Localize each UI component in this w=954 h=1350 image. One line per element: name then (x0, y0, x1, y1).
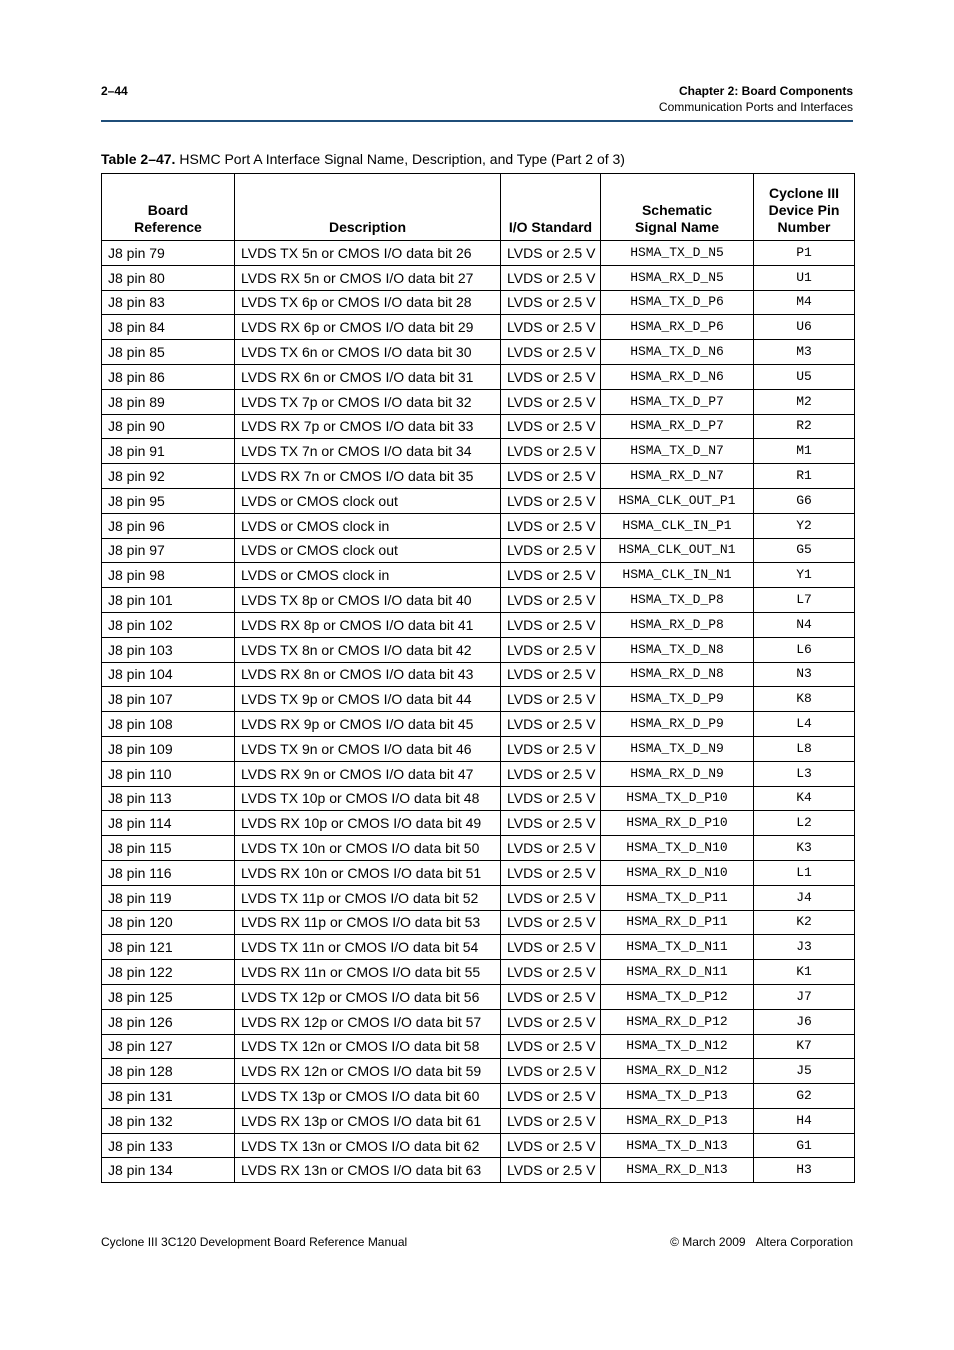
cell-description: LVDS RX 10n or CMOS I/O data bit 51 (235, 860, 501, 885)
cell-board-reference: J8 pin 108 (102, 712, 235, 737)
cell-board-reference: J8 pin 85 (102, 340, 235, 365)
cell-description: LVDS RX 8p or CMOS I/O data bit 41 (235, 612, 501, 637)
cell-io-standard: LVDS or 2.5 V (501, 389, 601, 414)
table-row (102, 513, 855, 538)
signal-table (101, 173, 855, 1183)
cell-device-pin: K1 (754, 960, 855, 985)
cell-signal-name: HSMA_RX_D_N12 (601, 1059, 754, 1084)
cell-description: LVDS RX 13p or CMOS I/O data bit 61 (235, 1108, 501, 1133)
cell-board-reference: J8 pin 110 (102, 761, 235, 786)
cell-io-standard: LVDS or 2.5 V (501, 836, 601, 861)
cell-description: LVDS or CMOS clock out (235, 488, 501, 513)
cell-description: LVDS TX 5n or CMOS I/O data bit 26 (235, 241, 501, 266)
chapter-title: Chapter 2: Board Components (678, 84, 853, 98)
cell-description: LVDS RX 9n or CMOS I/O data bit 47 (235, 761, 501, 786)
cell-io-standard: LVDS or 2.5 V (501, 290, 601, 315)
table-body (102, 241, 855, 1183)
cell-device-pin: L4 (754, 712, 855, 737)
table-row (102, 1108, 855, 1133)
header-line: I/O Standard (508, 219, 593, 235)
cell-io-standard: LVDS or 2.5 V (501, 1108, 601, 1133)
cell-board-reference: J8 pin 132 (102, 1108, 235, 1133)
cell-board-reference: J8 pin 109 (102, 736, 235, 761)
page-number: 2–44 (101, 84, 128, 98)
table-row (102, 984, 855, 1009)
cell-io-standard: LVDS or 2.5 V (501, 1009, 601, 1034)
cell-description: LVDS or CMOS clock in (235, 513, 501, 538)
table-row (102, 687, 855, 712)
cell-device-pin: G6 (754, 488, 855, 513)
cell-board-reference: J8 pin 104 (102, 662, 235, 687)
cell-device-pin: L7 (754, 588, 855, 613)
cell-signal-name: HSMA_RX_D_N6 (601, 364, 754, 389)
table-row (102, 1059, 855, 1084)
table-row (102, 588, 855, 613)
cell-description: LVDS RX 8n or CMOS I/O data bit 43 (235, 662, 501, 687)
cell-signal-name: HSMA_TX_D_N12 (601, 1034, 754, 1059)
cell-io-standard: LVDS or 2.5 V (501, 488, 601, 513)
cell-device-pin: K7 (754, 1034, 855, 1059)
cell-board-reference: J8 pin 97 (102, 538, 235, 563)
table-row (102, 960, 855, 985)
cell-description: LVDS RX 12n or CMOS I/O data bit 59 (235, 1059, 501, 1084)
footer-manual-title: Cyclone III 3C120 Development Board Reference Manual (101, 1235, 408, 1249)
cell-board-reference: J8 pin 115 (102, 836, 235, 861)
cell-description: LVDS RX 6p or CMOS I/O data bit 29 (235, 315, 501, 340)
table-row (102, 786, 855, 811)
cell-device-pin: L8 (754, 736, 855, 761)
cell-device-pin: Y2 (754, 513, 855, 538)
cell-io-standard: LVDS or 2.5 V (501, 1084, 601, 1109)
cell-board-reference: J8 pin 80 (102, 265, 235, 290)
table-row (102, 885, 855, 910)
cell-board-reference: J8 pin 98 (102, 563, 235, 588)
cell-signal-name: HSMA_CLK_IN_N1 (601, 563, 754, 588)
cell-board-reference: J8 pin 127 (102, 1034, 235, 1059)
page-header (101, 84, 853, 122)
cell-board-reference: J8 pin 92 (102, 464, 235, 489)
cell-device-pin: U1 (754, 265, 855, 290)
header-io-standard (501, 174, 601, 241)
cell-description: LVDS TX 11n or CMOS I/O data bit 54 (235, 935, 501, 960)
cell-board-reference: J8 pin 134 (102, 1158, 235, 1183)
table-row (102, 736, 855, 761)
header-line: Signal Name (634, 219, 720, 235)
cell-description: LVDS TX 12p or CMOS I/O data bit 56 (235, 984, 501, 1009)
cell-signal-name: HSMA_TX_D_N9 (601, 736, 754, 761)
cell-io-standard: LVDS or 2.5 V (501, 612, 601, 637)
cell-signal-name: HSMA_TX_D_N7 (601, 439, 754, 464)
cell-description: LVDS TX 9n or CMOS I/O data bit 46 (235, 736, 501, 761)
table-row (102, 364, 855, 389)
cell-io-standard: LVDS or 2.5 V (501, 662, 601, 687)
cell-board-reference: J8 pin 133 (102, 1133, 235, 1158)
cell-io-standard: LVDS or 2.5 V (501, 860, 601, 885)
cell-board-reference: J8 pin 83 (102, 290, 235, 315)
cell-io-standard: LVDS or 2.5 V (501, 538, 601, 563)
cell-description: LVDS TX 10n or CMOS I/O data bit 50 (235, 836, 501, 861)
table-row (102, 935, 855, 960)
cell-io-standard: LVDS or 2.5 V (501, 935, 601, 960)
cell-signal-name: HSMA_TX_D_N8 (601, 637, 754, 662)
header-line: Number (777, 219, 831, 235)
cell-board-reference: J8 pin 84 (102, 315, 235, 340)
cell-io-standard: LVDS or 2.5 V (501, 960, 601, 985)
cell-signal-name: HSMA_RX_D_N13 (601, 1158, 754, 1183)
cell-description: LVDS RX 9p or CMOS I/O data bit 45 (235, 712, 501, 737)
table-caption (101, 151, 625, 167)
cell-device-pin: L1 (754, 860, 855, 885)
cell-description: LVDS RX 12p or CMOS I/O data bit 57 (235, 1009, 501, 1034)
table-row (102, 637, 855, 662)
cell-description: LVDS TX 11p or CMOS I/O data bit 52 (235, 885, 501, 910)
cell-board-reference: J8 pin 91 (102, 439, 235, 464)
cell-signal-name: HSMA_RX_D_P13 (601, 1108, 754, 1133)
cell-io-standard: LVDS or 2.5 V (501, 1158, 601, 1183)
cell-io-standard: LVDS or 2.5 V (501, 637, 601, 662)
cell-io-standard: LVDS or 2.5 V (501, 910, 601, 935)
cell-board-reference: J8 pin 113 (102, 786, 235, 811)
table-row (102, 712, 855, 737)
table-row (102, 340, 855, 365)
cell-board-reference: J8 pin 131 (102, 1084, 235, 1109)
cell-io-standard: LVDS or 2.5 V (501, 241, 601, 266)
table-row (102, 761, 855, 786)
cell-signal-name: HSMA_RX_D_P10 (601, 811, 754, 836)
cell-description: LVDS RX 5n or CMOS I/O data bit 27 (235, 265, 501, 290)
cell-device-pin: M2 (754, 389, 855, 414)
cell-signal-name: HSMA_RX_D_P12 (601, 1009, 754, 1034)
cell-signal-name: HSMA_TX_D_N11 (601, 935, 754, 960)
footer-date: © March 2009 (670, 1235, 746, 1249)
cell-io-standard: LVDS or 2.5 V (501, 687, 601, 712)
cell-device-pin: J5 (754, 1059, 855, 1084)
cell-signal-name: HSMA_RX_D_N11 (601, 960, 754, 985)
cell-signal-name: HSMA_RX_D_P9 (601, 712, 754, 737)
table-row (102, 860, 855, 885)
cell-device-pin: N3 (754, 662, 855, 687)
header-signal-name (601, 174, 754, 241)
cell-device-pin: J4 (754, 885, 855, 910)
cell-io-standard: LVDS or 2.5 V (501, 364, 601, 389)
cell-device-pin: R1 (754, 464, 855, 489)
cell-signal-name: HSMA_TX_D_N6 (601, 340, 754, 365)
cell-description: LVDS TX 12n or CMOS I/O data bit 58 (235, 1034, 501, 1059)
cell-io-standard: LVDS or 2.5 V (501, 563, 601, 588)
cell-board-reference: J8 pin 122 (102, 960, 235, 985)
table-row (102, 241, 855, 266)
cell-device-pin: M1 (754, 439, 855, 464)
table-row (102, 1158, 855, 1183)
cell-board-reference: J8 pin 89 (102, 389, 235, 414)
cell-device-pin: K8 (754, 687, 855, 712)
cell-signal-name: HSMA_TX_D_P11 (601, 885, 754, 910)
cell-description: LVDS TX 7n or CMOS I/O data bit 34 (235, 439, 501, 464)
footer-company: Altera Corporation (755, 1235, 853, 1249)
cell-device-pin: H4 (754, 1108, 855, 1133)
table-row (102, 439, 855, 464)
cell-description: LVDS or CMOS clock out (235, 538, 501, 563)
cell-description: LVDS TX 8n or CMOS I/O data bit 42 (235, 637, 501, 662)
cell-io-standard: LVDS or 2.5 V (501, 265, 601, 290)
cell-board-reference: J8 pin 86 (102, 364, 235, 389)
cell-board-reference: J8 pin 107 (102, 687, 235, 712)
cell-signal-name: HSMA_TX_D_P13 (601, 1084, 754, 1109)
cell-signal-name: HSMA_TX_D_P10 (601, 786, 754, 811)
cell-description: LVDS TX 13n or CMOS I/O data bit 62 (235, 1133, 501, 1158)
cell-device-pin: M3 (754, 340, 855, 365)
cell-device-pin: K2 (754, 910, 855, 935)
table-row (102, 1133, 855, 1158)
table-row (102, 811, 855, 836)
table-row (102, 910, 855, 935)
cell-description: LVDS or CMOS clock in (235, 563, 501, 588)
cell-board-reference: J8 pin 128 (102, 1059, 235, 1084)
table-row (102, 662, 855, 687)
cell-device-pin: J7 (754, 984, 855, 1009)
cell-description: LVDS TX 10p or CMOS I/O data bit 48 (235, 786, 501, 811)
cell-board-reference: J8 pin 121 (102, 935, 235, 960)
cell-description: LVDS TX 7p or CMOS I/O data bit 32 (235, 389, 501, 414)
cell-description: LVDS RX 6n or CMOS I/O data bit 31 (235, 364, 501, 389)
header-line: Device Pin (768, 202, 840, 218)
cell-signal-name: HSMA_TX_D_P8 (601, 588, 754, 613)
cell-device-pin: U6 (754, 315, 855, 340)
table-row (102, 414, 855, 439)
cell-device-pin: G5 (754, 538, 855, 563)
cell-signal-name: HSMA_TX_D_P6 (601, 290, 754, 315)
cell-device-pin: M4 (754, 290, 855, 315)
cell-signal-name: HSMA_RX_D_N7 (601, 464, 754, 489)
cell-board-reference: J8 pin 120 (102, 910, 235, 935)
table-row (102, 1009, 855, 1034)
table-row (102, 290, 855, 315)
table-header-row (102, 174, 855, 241)
cell-signal-name: HSMA_TX_D_N5 (601, 241, 754, 266)
header-device-pin (754, 174, 855, 241)
table-row (102, 265, 855, 290)
cell-board-reference: J8 pin 90 (102, 414, 235, 439)
cell-board-reference: J8 pin 96 (102, 513, 235, 538)
cell-description: LVDS RX 7p or CMOS I/O data bit 33 (235, 414, 501, 439)
cell-device-pin: U5 (754, 364, 855, 389)
cell-board-reference: J8 pin 126 (102, 1009, 235, 1034)
table-row (102, 612, 855, 637)
cell-io-standard: LVDS or 2.5 V (501, 761, 601, 786)
cell-device-pin: J3 (754, 935, 855, 960)
cell-io-standard: LVDS or 2.5 V (501, 786, 601, 811)
cell-io-standard: LVDS or 2.5 V (501, 984, 601, 1009)
table-caption-label: Table 2–47. (101, 151, 176, 167)
cell-device-pin: K3 (754, 836, 855, 861)
cell-signal-name: HSMA_CLK_IN_P1 (601, 513, 754, 538)
cell-signal-name: HSMA_CLK_OUT_P1 (601, 488, 754, 513)
footer-right (670, 1235, 853, 1249)
cell-signal-name: HSMA_TX_D_P12 (601, 984, 754, 1009)
header-description (235, 174, 501, 241)
cell-io-standard: LVDS or 2.5 V (501, 1034, 601, 1059)
cell-io-standard: LVDS or 2.5 V (501, 1059, 601, 1084)
table-row (102, 1084, 855, 1109)
table-row (102, 1034, 855, 1059)
cell-device-pin: G1 (754, 1133, 855, 1158)
cell-io-standard: LVDS or 2.5 V (501, 414, 601, 439)
cell-signal-name: HSMA_RX_D_P11 (601, 910, 754, 935)
cell-io-standard: LVDS or 2.5 V (501, 340, 601, 365)
table-row (102, 836, 855, 861)
cell-signal-name: HSMA_RX_D_N9 (601, 761, 754, 786)
cell-device-pin: G2 (754, 1084, 855, 1109)
cell-description: LVDS TX 9p or CMOS I/O data bit 44 (235, 687, 501, 712)
cell-signal-name: HSMA_RX_D_P7 (601, 414, 754, 439)
cell-io-standard: LVDS or 2.5 V (501, 712, 601, 737)
cell-device-pin: P1 (754, 241, 855, 266)
cell-description: LVDS RX 11n or CMOS I/O data bit 55 (235, 960, 501, 985)
cell-io-standard: LVDS or 2.5 V (501, 1133, 601, 1158)
cell-io-standard: LVDS or 2.5 V (501, 811, 601, 836)
cell-description: LVDS RX 13n or CMOS I/O data bit 63 (235, 1158, 501, 1183)
cell-device-pin: H3 (754, 1158, 855, 1183)
header-line: Schematic (641, 202, 713, 218)
table-row (102, 563, 855, 588)
cell-signal-name: HSMA_RX_D_N8 (601, 662, 754, 687)
section-title: Communication Ports and Interfaces (658, 100, 853, 114)
cell-signal-name: HSMA_RX_D_N10 (601, 860, 754, 885)
cell-board-reference: J8 pin 125 (102, 984, 235, 1009)
cell-description: LVDS RX 11p or CMOS I/O data bit 53 (235, 910, 501, 935)
cell-io-standard: LVDS or 2.5 V (501, 315, 601, 340)
cell-io-standard: LVDS or 2.5 V (501, 439, 601, 464)
cell-description: LVDS TX 13p or CMOS I/O data bit 60 (235, 1084, 501, 1109)
cell-device-pin: N4 (754, 612, 855, 637)
cell-board-reference: J8 pin 114 (102, 811, 235, 836)
cell-signal-name: HSMA_TX_D_P7 (601, 389, 754, 414)
table-row (102, 488, 855, 513)
header-line: Board (147, 202, 189, 218)
table-row (102, 538, 855, 563)
cell-device-pin: L3 (754, 761, 855, 786)
cell-signal-name: HSMA_TX_D_N13 (601, 1133, 754, 1158)
cell-signal-name: HSMA_RX_D_P8 (601, 612, 754, 637)
cell-device-pin: L6 (754, 637, 855, 662)
header-line: Reference (134, 219, 202, 235)
cell-board-reference: J8 pin 102 (102, 612, 235, 637)
cell-io-standard: LVDS or 2.5 V (501, 464, 601, 489)
cell-io-standard: LVDS or 2.5 V (501, 513, 601, 538)
cell-device-pin: L2 (754, 811, 855, 836)
cell-board-reference: J8 pin 103 (102, 637, 235, 662)
cell-signal-name: HSMA_TX_D_P9 (601, 687, 754, 712)
cell-signal-name: HSMA_TX_D_N10 (601, 836, 754, 861)
cell-device-pin: Y1 (754, 563, 855, 588)
cell-description: LVDS RX 10p or CMOS I/O data bit 49 (235, 811, 501, 836)
table-row (102, 389, 855, 414)
cell-io-standard: LVDS or 2.5 V (501, 588, 601, 613)
cell-device-pin: R2 (754, 414, 855, 439)
cell-signal-name: HSMA_RX_D_P6 (601, 315, 754, 340)
table-row (102, 315, 855, 340)
cell-description: LVDS TX 8p or CMOS I/O data bit 40 (235, 588, 501, 613)
table-caption-text: HSMC Port A Interface Signal Name, Description, and Type (Part 2 of 3) (179, 151, 625, 167)
cell-description: LVDS RX 7n or CMOS I/O data bit 35 (235, 464, 501, 489)
cell-signal-name: HSMA_RX_D_N5 (601, 265, 754, 290)
cell-board-reference: J8 pin 101 (102, 588, 235, 613)
header-board-reference (102, 174, 235, 241)
cell-board-reference: J8 pin 79 (102, 241, 235, 266)
header-line: Description (328, 219, 406, 235)
cell-description: LVDS TX 6p or CMOS I/O data bit 28 (235, 290, 501, 315)
cell-description: LVDS TX 6n or CMOS I/O data bit 30 (235, 340, 501, 365)
cell-board-reference: J8 pin 119 (102, 885, 235, 910)
cell-device-pin: J6 (754, 1009, 855, 1034)
header-line: Cyclone III (768, 185, 840, 201)
cell-io-standard: LVDS or 2.5 V (501, 885, 601, 910)
cell-board-reference: J8 pin 95 (102, 488, 235, 513)
cell-signal-name: HSMA_CLK_OUT_N1 (601, 538, 754, 563)
cell-board-reference: J8 pin 116 (102, 860, 235, 885)
cell-io-standard: LVDS or 2.5 V (501, 736, 601, 761)
cell-device-pin: K4 (754, 786, 855, 811)
table-row (102, 464, 855, 489)
